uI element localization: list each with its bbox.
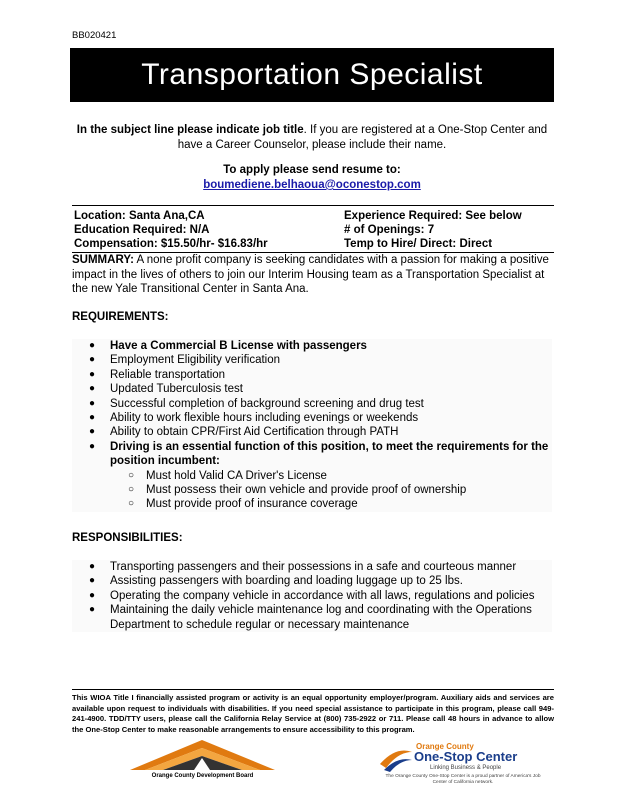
- bullet-icon: ●: [89, 340, 96, 351]
- list-item: ● Updated Tuberculosis test: [89, 383, 243, 396]
- eeo-notice: This WIOA Title I financially assisted program or activity is an equal opportunity employer/program. Auxiliary aids and services are available upon request to individuals with disabilities. If you need special assistance to participate in this program, please call 949-241-4900. TDD/TTY users, please call the California Relay Service at (800) 735-2922 or 711. Please call 48 hours in advance to allow the One-Stop Center to make reasonable arrangements to ensure accessibility to this program.: [72, 689, 554, 735]
- compensation: Compensation: $15.50/hr- $16.83/hr: [74, 238, 268, 250]
- ocdb-roof-icon: [110, 736, 295, 774]
- info-row: [74, 209, 552, 223]
- bullet-icon: ●: [89, 354, 96, 366]
- summary-text: A none profit company is seeking candidates with a passion for making a positive impact in the lives of others to join our Interim Housing team as a Transportation Specialist at the new Yale Transitional Center in Santa Ana.: [72, 254, 549, 295]
- bullet-icon: ●: [89, 604, 96, 616]
- bullet-icon: ●: [89, 440, 96, 452]
- bullet-icon: ●: [89, 426, 96, 438]
- list-item: ● Have a Commercial B License with passengers: [89, 340, 367, 352]
- apply-text: To apply please send resume to:: [223, 164, 401, 176]
- circle-bullet-icon: ○: [128, 469, 135, 481]
- document-code: BB020421: [72, 30, 117, 41]
- requirements-heading: REQUIREMENTS:: [72, 311, 169, 323]
- intro-rest: . If you are registered at a One-Stop Center and have a Career Counselor, please include their name.: [177, 124, 548, 151]
- responsibilities-list: [72, 560, 552, 632]
- ocdb-logo: [110, 736, 295, 784]
- info-row: [74, 237, 552, 251]
- ocdb-caption: Orange County Development Board: [151, 773, 254, 779]
- bullet-icon: ●: [89, 397, 96, 409]
- bullet-icon: ●: [89, 368, 96, 380]
- osc-county: Orange County: [416, 742, 474, 751]
- summary-paragraph: [72, 253, 554, 297]
- intro-bold: In the subject line please indicate job title: [76, 124, 304, 136]
- one-stop-center-logo: [378, 742, 548, 792]
- osc-name: One-Stop Center: [414, 749, 518, 764]
- osc-tagline: Linking Business & People: [430, 765, 502, 771]
- list-item: ● Assisting passengers with boarding and loading luggage up to 25 lbs.: [89, 575, 463, 588]
- circle-bullet-icon: ○: [128, 484, 135, 496]
- bullet-icon: ●: [89, 589, 96, 601]
- list-item: ● Ability to obtain CPR/First Aid Certification through PATH: [89, 426, 399, 439]
- sub-list-item: ○ Must provide proof of insurance coverage: [128, 498, 358, 511]
- osc-swoosh-icon: [378, 744, 414, 774]
- intro-paragraph: [72, 123, 552, 153]
- sub-list-item: ○ Must possess their own vehicle and provide proof of ownership: [128, 484, 467, 497]
- list-item: ● Reliable transportation: [89, 368, 226, 381]
- list-item: ● Ability to work flexible hours including evenings or weekends: [89, 412, 419, 425]
- bullet-icon: ●: [89, 383, 96, 395]
- list-item: ● Employment Eligibility verification: [89, 354, 281, 367]
- list-item: ● Maintaining the daily vehicle maintenance log and coordinating with the Operations Department to schedule regular or necessary maintenance: [89, 604, 532, 631]
- requirements-list: [72, 339, 552, 512]
- page-title: Transportation Specialist: [141, 58, 483, 91]
- hire-type: Temp to Hire/ Direct: Direct: [344, 238, 493, 250]
- title-bar: [70, 48, 554, 102]
- list-item: ● Successful completion of background screening and drug test: [89, 397, 424, 410]
- osc-fine-print: The Orange County One-Stop Center is a proud partner of America's Job Center of California network.: [385, 774, 541, 785]
- email-link[interactable]: boumediene.belhaoua@oconestop.com: [203, 179, 421, 191]
- list-item: ● Driving is an essential function of this position, to meet the requirements for the position incumbent:: [89, 440, 549, 468]
- list-item: ● Transporting passengers and their possessions in a safe and courteous manner: [89, 561, 517, 573]
- bullet-icon: ●: [89, 561, 96, 572]
- bullet-icon: ●: [89, 412, 96, 424]
- bullet-icon: ●: [89, 575, 96, 587]
- location: Location: Santa Ana,CA: [74, 210, 205, 222]
- summary-label: SUMMARY:: [72, 254, 134, 266]
- openings: # of Openings: 7: [344, 224, 435, 236]
- education: Education Required: N/A: [74, 224, 210, 236]
- sub-list-item: ○ Must hold Valid CA Driver's License: [128, 469, 327, 482]
- job-info-box: [72, 205, 554, 253]
- circle-bullet-icon: ○: [128, 498, 135, 510]
- experience: Experience Required: See below: [344, 210, 522, 222]
- info-row: [74, 223, 552, 237]
- list-item: ● Operating the company vehicle in accordance with all laws, regulations and policies: [89, 589, 535, 602]
- responsibilities-heading: RESPONSIBILITIES:: [72, 532, 183, 544]
